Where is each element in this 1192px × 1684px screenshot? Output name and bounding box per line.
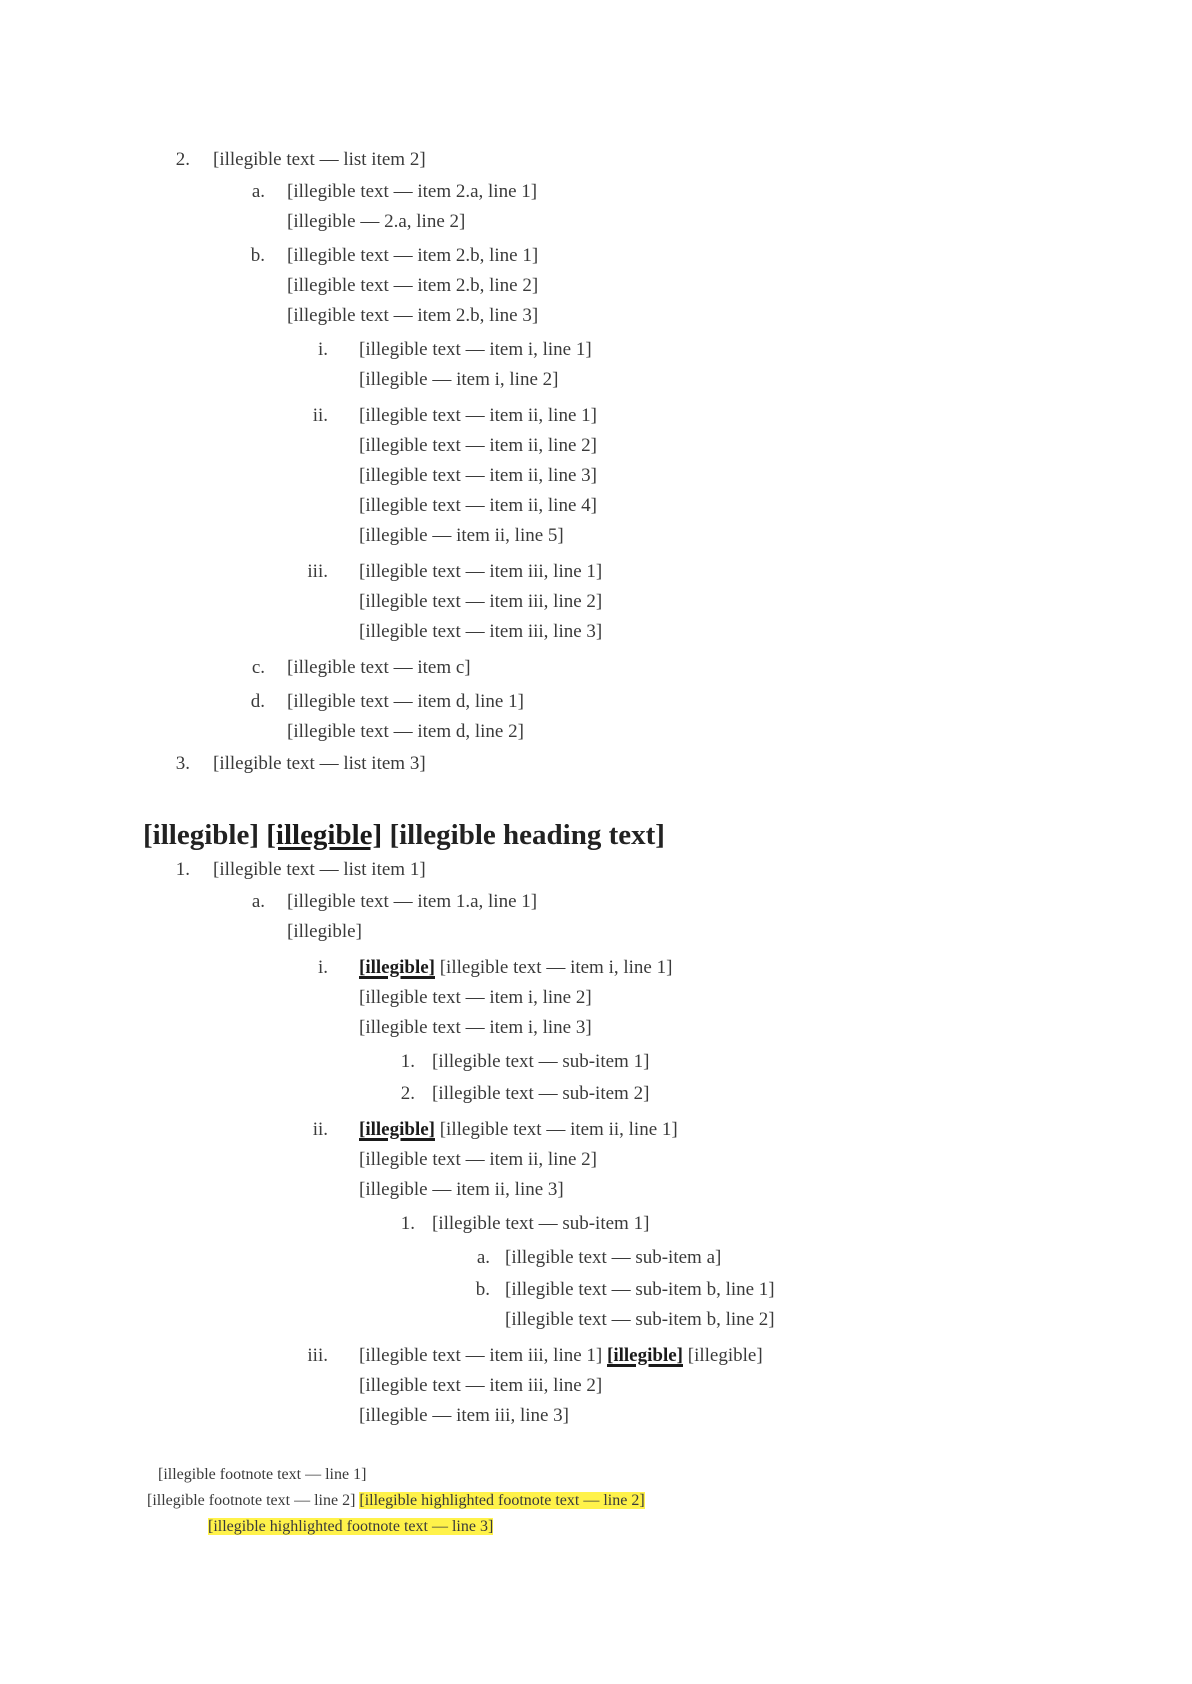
list-marker: 1. xyxy=(400,1213,415,1234)
section-heading xyxy=(143,818,665,852)
line-text: [illegible text — item 1.a, line 1] xyxy=(287,891,538,912)
list-marker: c. xyxy=(251,657,265,678)
list-line xyxy=(359,368,558,392)
list-marker: ii. xyxy=(312,1119,328,1140)
list-line xyxy=(287,920,362,944)
line-text: [illegible text — item i, line 3] xyxy=(359,1017,592,1038)
line-text: [illegible text — item i, line 2] xyxy=(359,987,592,1008)
line-suffix: [illegible] xyxy=(687,1345,763,1366)
footnote-line-1: [illegible footnote text — line 1] xyxy=(158,1466,367,1483)
line-text: [illegible text — item i, line 1] xyxy=(359,339,592,360)
list-line xyxy=(287,720,524,744)
list-marker: 1. xyxy=(400,1051,415,1072)
line-text: [illegible text — sub-item 1] xyxy=(432,1213,650,1234)
line-text: [illegible text — sub-item 1] xyxy=(432,1051,650,1072)
line-text: [illegible text — list item 3] xyxy=(213,753,426,774)
list-marker: i. xyxy=(317,339,328,360)
line-text: [illegible — item i, line 2] xyxy=(359,369,559,390)
line-text: [illegible text — sub-item b, line 2] xyxy=(505,1309,775,1330)
list-marker: 2. xyxy=(175,149,190,170)
list-line xyxy=(505,1308,775,1332)
list-marker: i. xyxy=(317,957,328,978)
list-marker: b. xyxy=(475,1279,490,1300)
list-marker: iii. xyxy=(307,1345,328,1366)
line-text: [illegible text — item iii, line 3] xyxy=(359,621,603,642)
line-text: [illegible text — item i, line 1] xyxy=(439,957,673,978)
list-marker: a. xyxy=(251,181,265,202)
line-text: [illegible text — item ii, line 1] xyxy=(359,405,597,426)
footnote-line-2 xyxy=(147,1490,645,1512)
line-text: [illegible] xyxy=(287,921,362,942)
list-line xyxy=(359,524,564,548)
list-line xyxy=(359,1118,678,1142)
heading-suffix: [illegible heading text] xyxy=(389,819,665,851)
list-line xyxy=(359,404,597,428)
list-line xyxy=(432,1212,649,1236)
list-line xyxy=(287,274,538,298)
line-text: [illegible text — item 2.b, line 3] xyxy=(287,305,539,326)
list-line xyxy=(359,956,672,980)
list-marker: a. xyxy=(251,891,265,912)
footnote-highlight: [illegible highlighted footnote text — line 3] xyxy=(208,1518,494,1535)
line-text: [illegible text — item iii, line 1] xyxy=(359,561,603,582)
heading-prefix: [illegible] xyxy=(143,819,259,851)
line-text: [illegible text — sub-item a] xyxy=(505,1247,722,1268)
list-line xyxy=(287,656,471,680)
list-line xyxy=(359,434,597,458)
line-text: [illegible — item ii, line 5] xyxy=(359,525,564,546)
line-text: [illegible text — item 2.b, line 2] xyxy=(287,275,539,296)
line-text: [illegible text — list item 1] xyxy=(213,859,426,880)
list-line xyxy=(359,1016,592,1040)
list-line xyxy=(432,1082,649,1106)
footnote-line-3 xyxy=(208,1516,493,1538)
list-marker: d. xyxy=(250,691,265,712)
list-line xyxy=(359,338,592,362)
footnote-line-2-text: [illegible footnote text — line 2] xyxy=(147,1492,356,1509)
list-line xyxy=(287,304,538,328)
list-line xyxy=(287,180,537,204)
list-line xyxy=(359,494,597,518)
list-line xyxy=(359,590,602,614)
line-text: [illegible — item iii, line 3] xyxy=(359,1405,570,1426)
line-text: [illegible text — item ii, line 2] xyxy=(359,1149,597,1170)
line-text: [illegible text — item ii, line 4] xyxy=(359,495,597,516)
list-marker: 3. xyxy=(175,753,190,774)
line-text: [illegible text — item d, line 2] xyxy=(287,721,524,742)
list-marker: ii. xyxy=(312,405,328,426)
list-line xyxy=(359,1178,564,1202)
line-text: [illegible text — sub-item b, line 1] xyxy=(505,1279,775,1300)
line-text: [illegible text — item ii, line 1] xyxy=(439,1119,678,1140)
list-line xyxy=(359,1374,602,1398)
list-line xyxy=(359,986,592,1010)
list-line xyxy=(359,560,602,584)
underlined-term: [illegible] xyxy=(359,1119,435,1140)
footnote-highlight: [illegible highlighted footnote text — line 2] xyxy=(359,1492,645,1509)
line-text: [illegible text — item c] xyxy=(287,657,471,678)
list-line xyxy=(213,752,426,776)
list-line xyxy=(287,690,524,714)
list-line xyxy=(359,1344,763,1368)
list-marker: 2. xyxy=(400,1083,415,1104)
list-line xyxy=(287,890,537,914)
line-text: [illegible text — item d, line 1] xyxy=(287,691,524,712)
list-line xyxy=(505,1246,721,1270)
list-line xyxy=(213,858,426,882)
line-text: [illegible text — item iii, line 1] xyxy=(359,1345,603,1366)
line-text: [illegible — 2.a, line 2] xyxy=(287,211,466,232)
heading-underlined-word: [illegible] xyxy=(266,819,383,851)
list-line xyxy=(359,464,597,488)
line-text: [illegible text — sub-item 2] xyxy=(432,1083,650,1104)
list-line xyxy=(359,1404,569,1428)
list-line xyxy=(287,210,465,234)
list-line xyxy=(359,620,602,644)
list-marker: iii. xyxy=(307,561,328,582)
underlined-term: [illegible] xyxy=(607,1345,683,1366)
list-line xyxy=(287,244,538,268)
line-text: [illegible text — item ii, line 3] xyxy=(359,465,597,486)
line-text: [illegible text — item iii, line 2] xyxy=(359,591,603,612)
list-line xyxy=(359,1148,597,1172)
underlined-term: [illegible] xyxy=(359,957,435,978)
list-line xyxy=(432,1050,649,1074)
list-marker: b. xyxy=(250,245,265,266)
line-text: [illegible text — list item 2] xyxy=(213,149,426,170)
line-text: [illegible text — item ii, line 2] xyxy=(359,435,597,456)
list-line xyxy=(213,148,426,172)
line-text: [illegible text — item 2.a, line 1] xyxy=(287,181,538,202)
line-text: [illegible text — item 2.b, line 1] xyxy=(287,245,539,266)
line-text: [illegible text — item iii, line 2] xyxy=(359,1375,603,1396)
line-text: [illegible — item ii, line 3] xyxy=(359,1179,564,1200)
list-marker: a. xyxy=(476,1247,490,1268)
list-line xyxy=(505,1278,775,1302)
list-marker: 1. xyxy=(175,859,190,880)
